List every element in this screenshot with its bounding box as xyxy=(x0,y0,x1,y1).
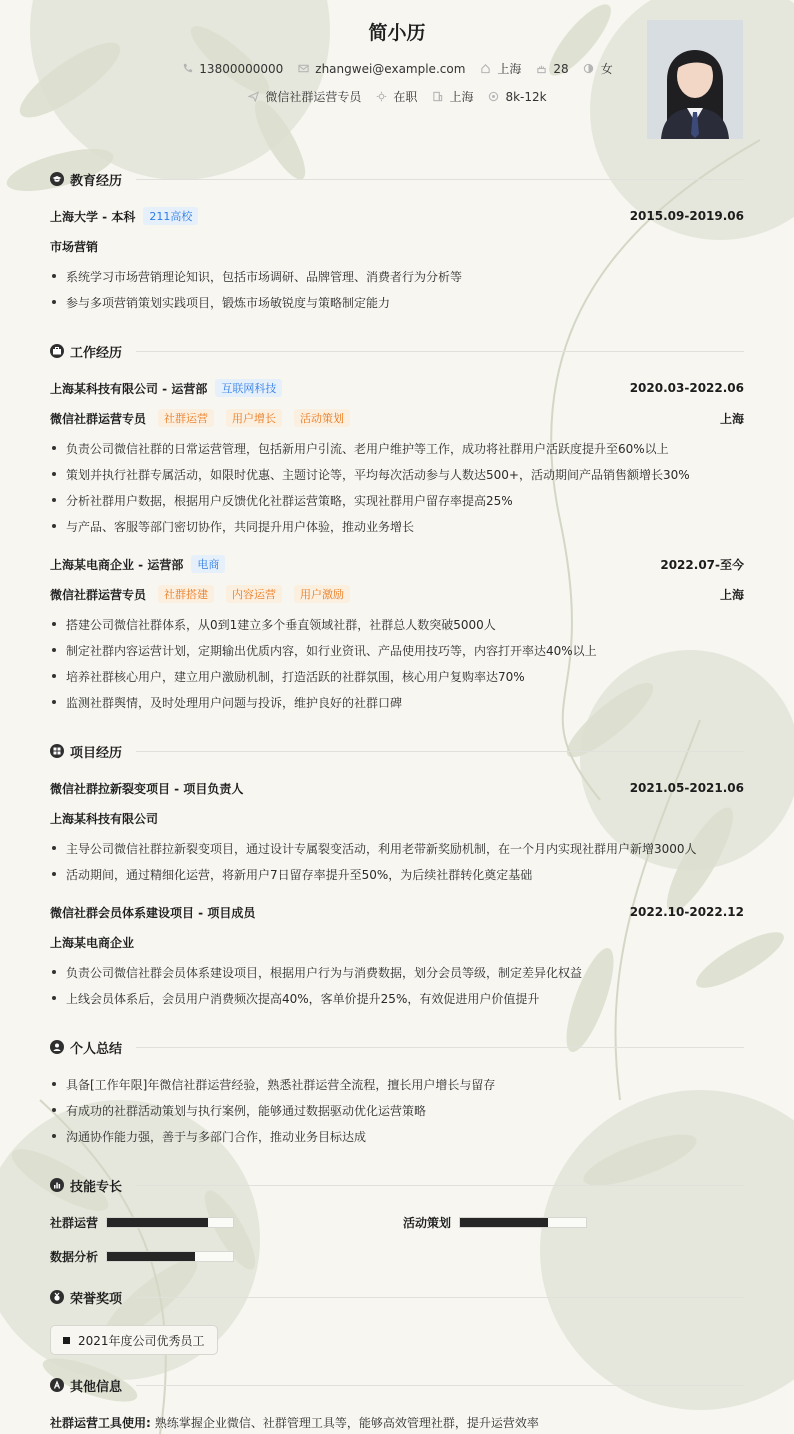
age-text: 28 xyxy=(553,61,569,76)
gender-text: 女 xyxy=(600,62,613,76)
grid-icon xyxy=(50,744,64,758)
section-work-title xyxy=(50,341,122,361)
list-item: 系统学习市场营销理论知识，包括市场调研、品牌管理、消费者行为分析等 xyxy=(50,266,744,286)
list-item: 活动期间，通过精细化运营，将新用户7日留存率提升至50%，为后续社群转化奠定基础 xyxy=(50,864,744,884)
award-item xyxy=(50,1325,218,1355)
section-education-title xyxy=(50,169,122,189)
status-item xyxy=(375,88,417,105)
list-item: 分析社群用户数据，根据用户反馈优化社群运营策略，实现社群用户留存率提高25% xyxy=(50,490,744,510)
section-skills-label: 技能专长 xyxy=(70,1179,123,1195)
skill-tag: 内容运营 xyxy=(226,585,282,603)
send-icon xyxy=(247,91,259,103)
skill-tag: 用户增长 xyxy=(226,409,282,427)
company-tag: 电商 xyxy=(191,555,225,573)
list-item: 负责公司微信社群会员体系建设项目，根据用户行为与消费数据，划分会员等级，制定差异化权益 xyxy=(50,962,744,982)
age-item xyxy=(535,60,568,77)
phone-item xyxy=(181,60,283,77)
skill-item xyxy=(50,1212,234,1232)
section-divider xyxy=(136,1297,744,1298)
list-item: 策划并执行社群专属活动，如限时优惠、主题讨论等，平均每次活动参与人数达500+，活动期间产品销售额增长30% xyxy=(50,464,744,484)
project-header xyxy=(50,902,744,922)
skill-bar xyxy=(459,1217,587,1228)
list-item: 监测社群舆情，及时处理用户问题与投诉，维护良好的社群口碑 xyxy=(50,692,744,712)
section-education-label: 教育经历 xyxy=(70,173,123,189)
other-label: 社群运营工具使用: xyxy=(50,1415,151,1430)
project-company-row xyxy=(50,808,744,828)
role-name: 微信社群运营专员 xyxy=(50,587,147,602)
section-summary-label: 个人总结 xyxy=(70,1041,123,1057)
company-tag: 互联网科技 xyxy=(215,379,282,397)
section-awards-label: 荣誉奖项 xyxy=(70,1291,123,1307)
skill-bar xyxy=(106,1251,234,1262)
section-divider xyxy=(136,1185,744,1186)
project-title: 微信社群拉新裂变项目 - 项目负责人 xyxy=(50,781,244,796)
section-divider xyxy=(136,351,744,352)
salary-item xyxy=(487,88,546,105)
status-text: 在职 xyxy=(393,90,418,104)
section-divider xyxy=(136,1047,744,1048)
work-location: 上海 xyxy=(719,587,744,602)
profile-photo xyxy=(647,20,743,139)
graduation-cap-icon xyxy=(50,172,64,186)
section-other-title xyxy=(50,1375,122,1395)
mail-icon xyxy=(297,63,309,75)
square-bullet-icon xyxy=(63,1337,70,1344)
company-name: 上海某科技有限公司 - 运营部 xyxy=(50,381,208,396)
gender-item xyxy=(583,60,613,77)
list-item: 有成功的社群活动策划与执行案例，能够通过数据驱动优化运营策略 xyxy=(50,1100,744,1120)
list-item: 具备[工作年限]年微信社群运营经验，熟悉社群运营全流程，擅长用户增长与留存 xyxy=(50,1074,744,1094)
school-tag: 211高校 xyxy=(143,207,198,225)
section-project-label: 项目经历 xyxy=(70,745,123,761)
phone-icon xyxy=(181,63,193,75)
skill-item xyxy=(50,1246,234,1266)
age-icon xyxy=(535,63,547,75)
education-date: 2015.09-2019.06 xyxy=(629,209,744,223)
work-date: 2020.03-2022.06 xyxy=(629,381,744,395)
other-text: 熟练掌握企业微信、社群管理工具等，能够高效管理社群，提升运营效率 xyxy=(154,1415,539,1430)
skill-name: 社群运营 xyxy=(50,1215,99,1230)
award-text: 2021年度公司优秀员工 xyxy=(78,1333,205,1348)
work-date: 2022.07-至今 xyxy=(660,557,744,572)
email-item xyxy=(297,60,465,77)
email-text: zhangwei@example.com xyxy=(315,61,466,76)
chart-icon xyxy=(50,1178,64,1192)
section-divider xyxy=(136,1385,744,1386)
work-header xyxy=(50,554,744,574)
medal-icon xyxy=(50,1290,64,1304)
city-item xyxy=(479,60,521,77)
city-text: 上海 xyxy=(497,62,522,76)
work-city-item xyxy=(431,88,473,105)
skill-bar xyxy=(106,1217,234,1228)
section-work-label: 工作经历 xyxy=(70,345,123,361)
list-item: 制定社群内容运营计划，定期输出优质内容，如行业资讯、产品使用技巧等，内容打开率达40%以上 xyxy=(50,640,744,660)
skill-name: 数据分析 xyxy=(50,1249,99,1264)
work-city-text: 上海 xyxy=(449,90,474,104)
education-header xyxy=(50,206,744,226)
list-item: 主导公司微信社群拉新裂变项目，通过设计专属裂变活动，利用老带新奖励机制，在一个月内实现社群用户新增3000人 xyxy=(50,838,744,858)
section-divider xyxy=(136,751,744,752)
project-company: 上海某科技有限公司 xyxy=(50,811,159,826)
list-item: 搭建公司微信社群体系，从0到1建立多个垂直领域社群，社群总人数突破5000人 xyxy=(50,614,744,634)
project-company-row xyxy=(50,932,744,952)
role-name: 微信社群运营专员 xyxy=(50,411,147,426)
major-row xyxy=(50,236,744,256)
phone-text: 13800000000 xyxy=(199,61,284,76)
skill-tag: 用户激励 xyxy=(294,585,350,603)
project-header xyxy=(50,778,744,798)
salary-icon xyxy=(487,91,499,103)
skill-bar-fill xyxy=(460,1218,548,1227)
list-item: 参与多项营销策划实践项目，锻炼市场敏锐度与策略制定能力 xyxy=(50,292,744,312)
salary-text: 8k-12k xyxy=(505,89,547,104)
job-text: 微信社群运营专员 xyxy=(265,90,362,104)
section-other-label: 其他信息 xyxy=(70,1379,123,1395)
building-icon xyxy=(431,91,443,103)
location-icon xyxy=(479,63,491,75)
skill-name: 活动策划 xyxy=(403,1215,452,1230)
list-item: 沟通协作能力强，善于与多部门合作，推动业务目标达成 xyxy=(50,1126,744,1146)
skill-tag: 社群搭建 xyxy=(158,585,214,603)
info-icon xyxy=(50,1378,64,1392)
other-info-row xyxy=(50,1412,539,1432)
job-item xyxy=(247,88,361,105)
section-divider xyxy=(136,179,744,180)
work-role-row xyxy=(50,584,744,604)
project-date: 2022.10-2022.12 xyxy=(629,905,744,919)
project-company: 上海某电商企业 xyxy=(50,935,135,950)
candidate-name: 简小历 xyxy=(368,22,426,44)
list-item: 上线会员体系后，会员用户消费频次提高40%，客单价提升25%，有效促进用户价值提升 xyxy=(50,988,744,1008)
skill-tag: 活动策划 xyxy=(294,409,350,427)
briefcase-icon xyxy=(50,344,64,358)
list-item: 与产品、客服等部门密切协作，共同提升用户体验，推动业务增长 xyxy=(50,516,744,536)
skill-bar-fill xyxy=(107,1218,208,1227)
skill-bar-fill xyxy=(107,1252,195,1261)
list-item: 培养社群核心用户，建立用户激励机制，打造活跃的社群氛围，核心用户复购率达70% xyxy=(50,666,744,686)
section-summary-title xyxy=(50,1037,122,1057)
section-skills-title xyxy=(50,1175,122,1195)
user-icon xyxy=(50,1040,64,1054)
section-project-title xyxy=(50,741,122,761)
work-location: 上海 xyxy=(719,411,744,426)
school-name: 上海大学 - 本科 xyxy=(50,209,136,224)
major-name: 市场营销 xyxy=(50,239,99,254)
work-header xyxy=(50,378,744,398)
gender-icon xyxy=(583,63,595,75)
project-date: 2021.05-2021.06 xyxy=(629,781,744,795)
status-icon xyxy=(375,91,387,103)
skill-item xyxy=(403,1212,587,1232)
project-title: 微信社群会员体系建设项目 - 项目成员 xyxy=(50,905,256,920)
company-name: 上海某电商企业 - 运营部 xyxy=(50,557,184,572)
list-item: 负责公司微信社群的日常运营管理，包括新用户引流、老用户维护等工作，成功将社群用户活跃度提升至60%以上 xyxy=(50,438,744,458)
work-role-row xyxy=(50,408,744,428)
section-awards-title xyxy=(50,1287,122,1307)
skill-tag: 社群运营 xyxy=(158,409,214,427)
